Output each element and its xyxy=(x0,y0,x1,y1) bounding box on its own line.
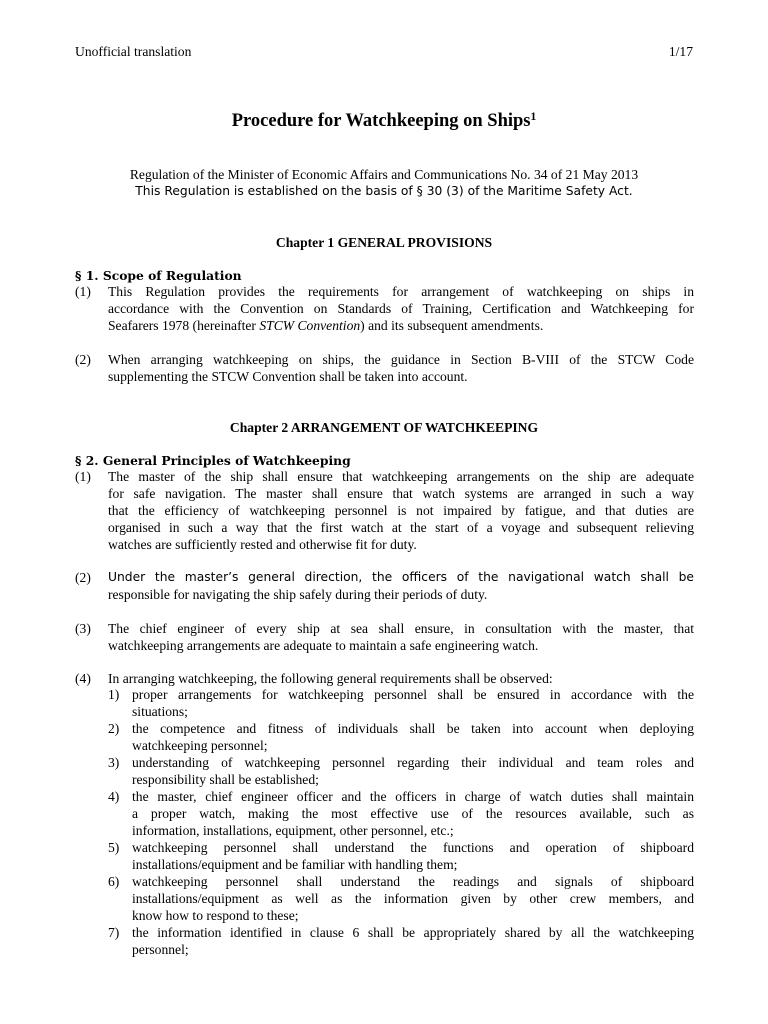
item-number: 7) xyxy=(108,925,120,940)
text-line: In arranging watchkeeping, the following general requirements shall be observed: xyxy=(108,671,553,686)
section-2-paragraph-1 xyxy=(75,468,694,553)
regulation-line-2: This Regulation is established on the basis of § 30 (3) of the Maritime Safety Act. xyxy=(135,184,633,198)
text-line: the competence and fitness of individuals shall be taken into account when deploying xyxy=(132,721,694,736)
list-item xyxy=(108,686,694,720)
text-line: The chief engineer of every ship at sea shall ensure, in consultation with the master, that xyxy=(108,621,694,636)
requirements-list xyxy=(108,686,694,958)
item-number: 4) xyxy=(108,789,120,804)
text-line: for safe navigation. The master shall ensure that watch systems are arranged in such a way xyxy=(108,486,694,501)
text-line: proper arrangements for watchkeeping personnel shall be ensured in accordance with the xyxy=(132,687,694,702)
paragraph-number: (1) xyxy=(75,284,91,299)
text-line: the master, chief engineer officer and the officers in charge of watch duties shall maintain xyxy=(132,789,694,804)
text-line: When arranging watchkeeping on ships, the guidance in Section B-VIII of the STCW Code xyxy=(108,352,694,367)
text-line: responsible for navigating the ship safely during their periods of duty. xyxy=(108,587,488,602)
translation-note: Unofficial translation xyxy=(75,44,192,59)
text-line: accordance with the Convention on Standards of Training, Certification and Watchkeeping for xyxy=(108,301,694,316)
text-line: information, installations, equipment, other personnel, etc.; xyxy=(132,823,454,838)
list-item xyxy=(108,839,694,873)
paragraph-number: (3) xyxy=(75,621,91,636)
section-1-paragraph-2 xyxy=(75,351,694,385)
document-title xyxy=(0,109,768,133)
text-line: the information identified in clause 6 shall be appropriately shared by all the watchkeeping xyxy=(132,925,694,940)
item-number: 2) xyxy=(108,721,120,736)
text-line: a proper watch, making the most effective use of the resources available, such as xyxy=(132,806,694,821)
text-line: watchkeeping personnel; xyxy=(132,738,268,753)
text-line: that the efficiency of watchkeeping personnel is not impaired by fatigue, and that duties are xyxy=(108,503,694,518)
text-line: Seafarers 1978 (hereinafter STCW Convention) and its subsequent amendments. xyxy=(108,318,544,333)
section-2-paragraph-4 xyxy=(75,670,694,687)
footnote-mark: 1 xyxy=(530,111,537,123)
text-line: installations/equipment and be familiar with handling them; xyxy=(132,857,458,872)
text-line: supplementing the STCW Convention shall be taken into account. xyxy=(108,369,468,384)
list-item xyxy=(108,924,694,958)
paragraph-number: (2) xyxy=(75,570,91,585)
text-line: watchkeeping arrangements are adequate to maintain a safe engineering watch. xyxy=(108,638,539,653)
chapter-1-heading: Chapter 1 GENERAL PROVISIONS xyxy=(275,235,493,250)
text-line: situations; xyxy=(132,704,188,719)
text-line: This Regulation provides the requirements for arrangement of watchkeeping on ships in xyxy=(108,284,694,299)
text-line: personnel; xyxy=(132,942,189,957)
text-line: know how to respond to these; xyxy=(132,908,299,923)
text-line: organised in such a way that the first watch at the start of a voyage and subsequent relieving xyxy=(108,520,694,535)
item-number: 1) xyxy=(108,687,120,702)
section-2-paragraph-3 xyxy=(75,620,694,654)
section-1-paragraph-1 xyxy=(75,283,694,334)
list-item xyxy=(108,873,694,924)
chapter-2-heading: Chapter 2 ARRANGEMENT OF WATCHKEEPING xyxy=(229,420,539,435)
list-item xyxy=(108,754,694,788)
section-2-paragraph-2 xyxy=(75,569,694,603)
section-2-heading: § 2. General Principles of Watchkeeping xyxy=(75,453,351,468)
paragraph-number: (2) xyxy=(75,352,91,367)
text-line: The master of the ship shall ensure that watchkeeping arrangements on the ship are adequate xyxy=(108,469,694,484)
text-line: watchkeeping personnel shall understand the readings and signals of shipboard xyxy=(132,874,694,889)
item-number: 6) xyxy=(108,874,120,889)
text-line: watches are sufficiently rested and otherwise fit for duty. xyxy=(108,537,417,552)
regulation-line-1: Regulation of the Minister of Economic Affairs and Communications No. 34 of 21 May 2013 xyxy=(129,167,639,182)
page-header xyxy=(75,43,693,60)
paragraph-number: (1) xyxy=(75,469,91,484)
title-text: Procedure for Watchkeeping on Ships xyxy=(231,111,531,131)
text-line: understanding of watchkeeping personnel regarding their individual and team roles and xyxy=(132,755,694,770)
emphasis: STCW Convention xyxy=(259,318,361,333)
item-number: 3) xyxy=(108,755,120,770)
text-line: installations/equipment as well as the information given by other crew members, and xyxy=(132,891,694,906)
text-line: responsibility shall be established; xyxy=(132,772,319,787)
page-number: 1/17 xyxy=(668,44,693,59)
text-line: Under the master’s general direction, the officers of the navigational watch shall be xyxy=(108,570,694,584)
paragraph-number: (4) xyxy=(75,671,91,686)
list-item xyxy=(108,720,694,754)
list-item xyxy=(108,788,694,839)
item-number: 5) xyxy=(108,840,120,855)
text-line: watchkeeping personnel shall understand the functions and operation of shipboard xyxy=(132,840,694,855)
regulation-info xyxy=(0,166,768,200)
section-1-heading: § 1. Scope of Regulation xyxy=(75,268,242,283)
